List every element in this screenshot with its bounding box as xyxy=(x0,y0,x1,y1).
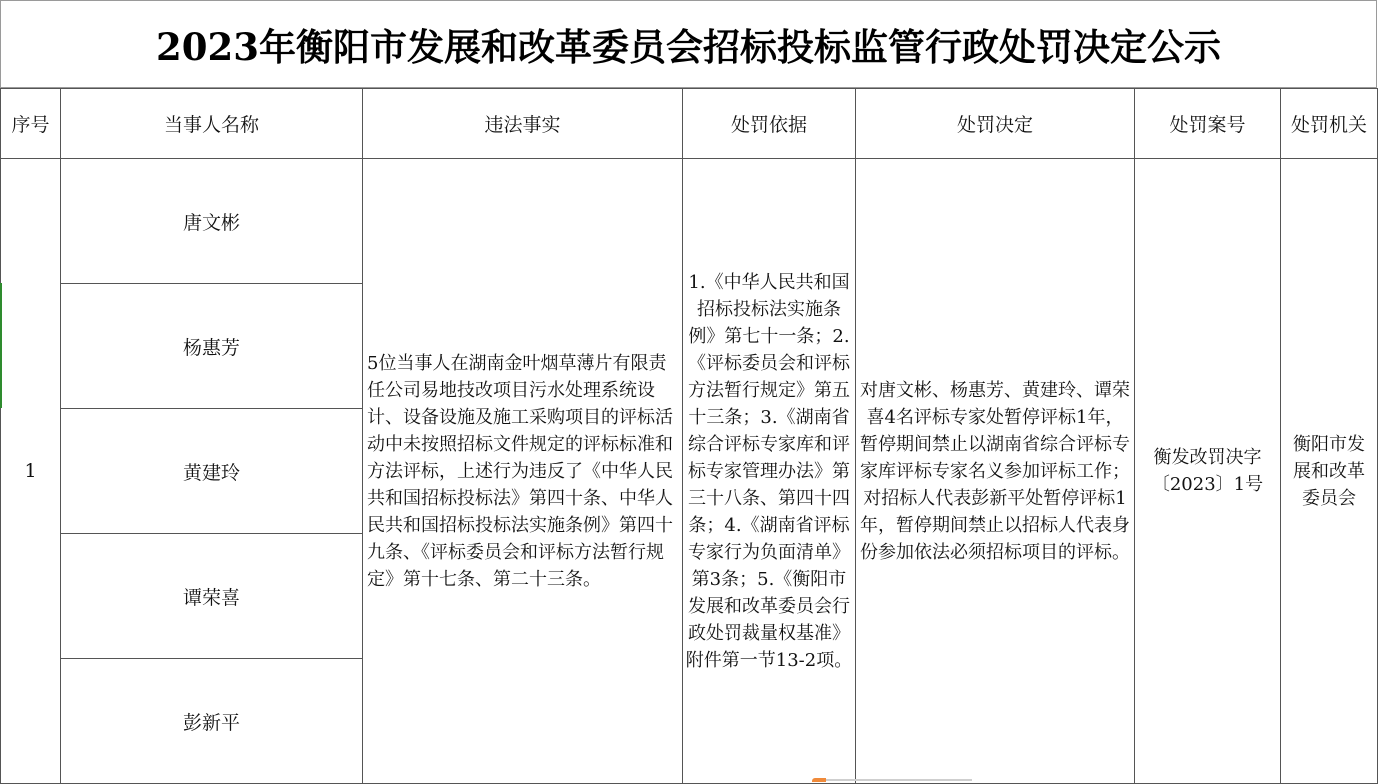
header-facts[interactable]: 违法事实 xyxy=(363,89,683,159)
header-authority[interactable]: 处罚机关 xyxy=(1281,89,1378,159)
cell-party-name[interactable]: 谭荣喜 xyxy=(61,534,363,659)
cell-party-name[interactable]: 黄建玲 xyxy=(61,409,363,534)
header-seq[interactable]: 序号 xyxy=(1,89,61,159)
scroll-indicator-track xyxy=(826,779,972,781)
cell-party-name[interactable]: 唐文彬 xyxy=(61,159,363,284)
header-basis[interactable]: 处罚依据 xyxy=(683,89,856,159)
row-selection-marker xyxy=(0,283,2,408)
header-decision[interactable]: 处罚决定 xyxy=(856,89,1135,159)
header-row xyxy=(1,89,1378,159)
cell-party-name[interactable]: 杨惠芳 xyxy=(61,284,363,409)
title-row xyxy=(0,0,1377,88)
page-title: 2023年衡阳市发展和改革委员会招标投标监管行政处罚决定公示 xyxy=(156,25,1221,69)
cell-seq[interactable]: 1 xyxy=(1,159,61,784)
cell-facts[interactable]: 5位当事人在湖南金叶烟草薄片有限责任公司易地技改项目污水处理系统设计、设备设施及施工采购项目的评标活动中未按照招标文件规定的评标标准和方法评标，上述行为违反了《中华人民共和国招标投标法》第四十条、中华人民共和国招标投标法实施条例》第四十九条、《评标委员会和评标方法暂行规定》第十七条、第二十三条。 xyxy=(363,159,683,784)
header-party[interactable]: 当事人名称 xyxy=(61,89,363,159)
cell-decision[interactable]: 对唐文彬、杨惠芳、黄建玲、谭荣喜4名评标专家处暂停评标1年，暂停期间禁止以湖南省综合评标专家库评标专家名义参加评标工作；对招标人代表彭新平处暂停评标1年，暂停期间禁止以招标人代表身份参加依法必须招标项目的评标。 xyxy=(856,159,1135,784)
cell-basis[interactable]: 1.《中华人民共和国招标投标法实施条例》第七十一条；2.《评标委员会和评标方法暂行规定》第五十三条；3.《湖南省综合评标专家库和评标专家管理办法》第三十八条、第四十四条；4.《湖南省评标专家行为负面清单》第3条；5.《衡阳市发展和改革委员会行政处罚裁量权基准》附件第一节13-2项。 xyxy=(683,159,856,784)
cell-case-no[interactable]: 衡发改罚决字〔2023〕1号 xyxy=(1135,159,1281,784)
cell-authority[interactable]: 衡阳市发展和改革委员会 xyxy=(1281,159,1378,784)
scroll-indicator[interactable] xyxy=(812,776,972,782)
cell-party-name[interactable]: 彭新平 xyxy=(61,659,363,784)
header-case-no[interactable]: 处罚案号 xyxy=(1135,89,1281,159)
penalty-table xyxy=(0,88,1378,784)
scroll-indicator-accent xyxy=(812,778,826,782)
table-row xyxy=(1,159,1378,284)
